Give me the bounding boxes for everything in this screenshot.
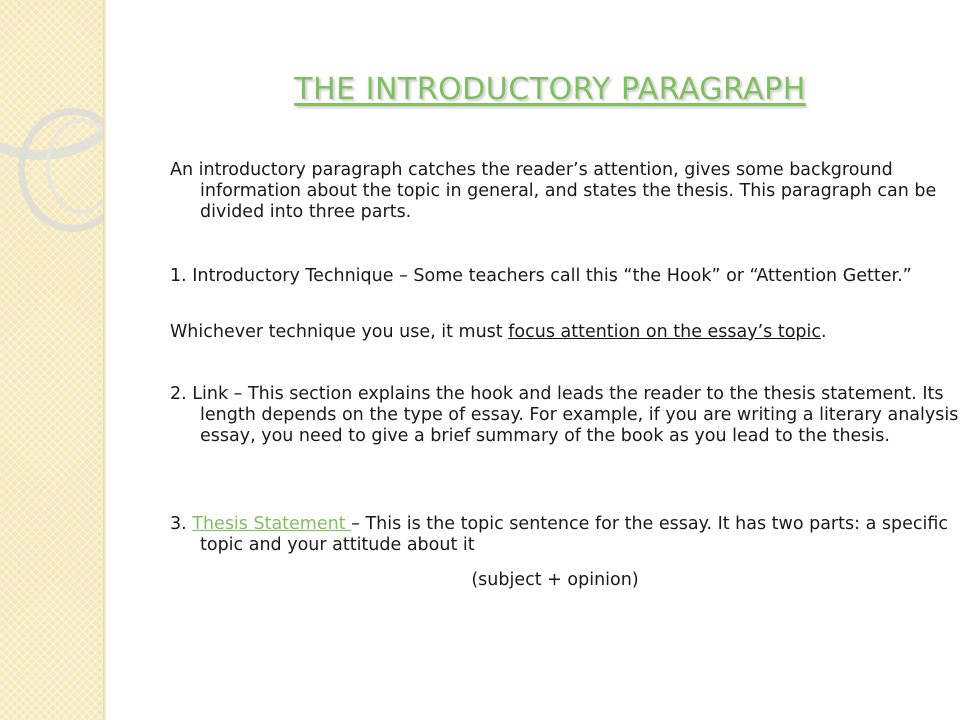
followup-underlined: focus attention on the essay’s topic: [508, 322, 822, 342]
point-3-suffix: – This is the topic sentence for the essay. It has two parts: a specific topic and your attitude about it: [200, 514, 948, 555]
formula-text: (subject + opinion): [471, 570, 639, 590]
point-1: 1. Introductory Technique – Some teachers call this “the Hook” or “Attention Getter.”: [170, 266, 912, 286]
sidebar-edge: [103, 0, 106, 720]
thesis-statement-link[interactable]: Thesis Statement: [192, 514, 352, 534]
point-3-prefix: 3.: [170, 514, 193, 534]
slide-title[interactable]: THE INTRODUCTORY PARAGRAPH: [294, 72, 806, 107]
followup-suffix: .: [821, 322, 827, 342]
intro-paragraph: An introductory paragraph catches the reader’s attention, gives some background information about the topic in general, and states the thesis. This paragraph can be divided into three parts.: [170, 160, 937, 222]
decorative-sidebar: [0, 0, 106, 720]
followup-prefix: Whichever technique you use, it must: [170, 322, 509, 342]
point-2: 2. Link – This section explains the hook and leads the reader to the thesis statement. Its length depends on the type of essay. For example, if you are writing a literary analysis essay, you need to give a brief summary of the book as you lead to the thesis.: [170, 384, 959, 446]
point-3: [170, 514, 960, 556]
point-1-followup: [170, 322, 940, 343]
